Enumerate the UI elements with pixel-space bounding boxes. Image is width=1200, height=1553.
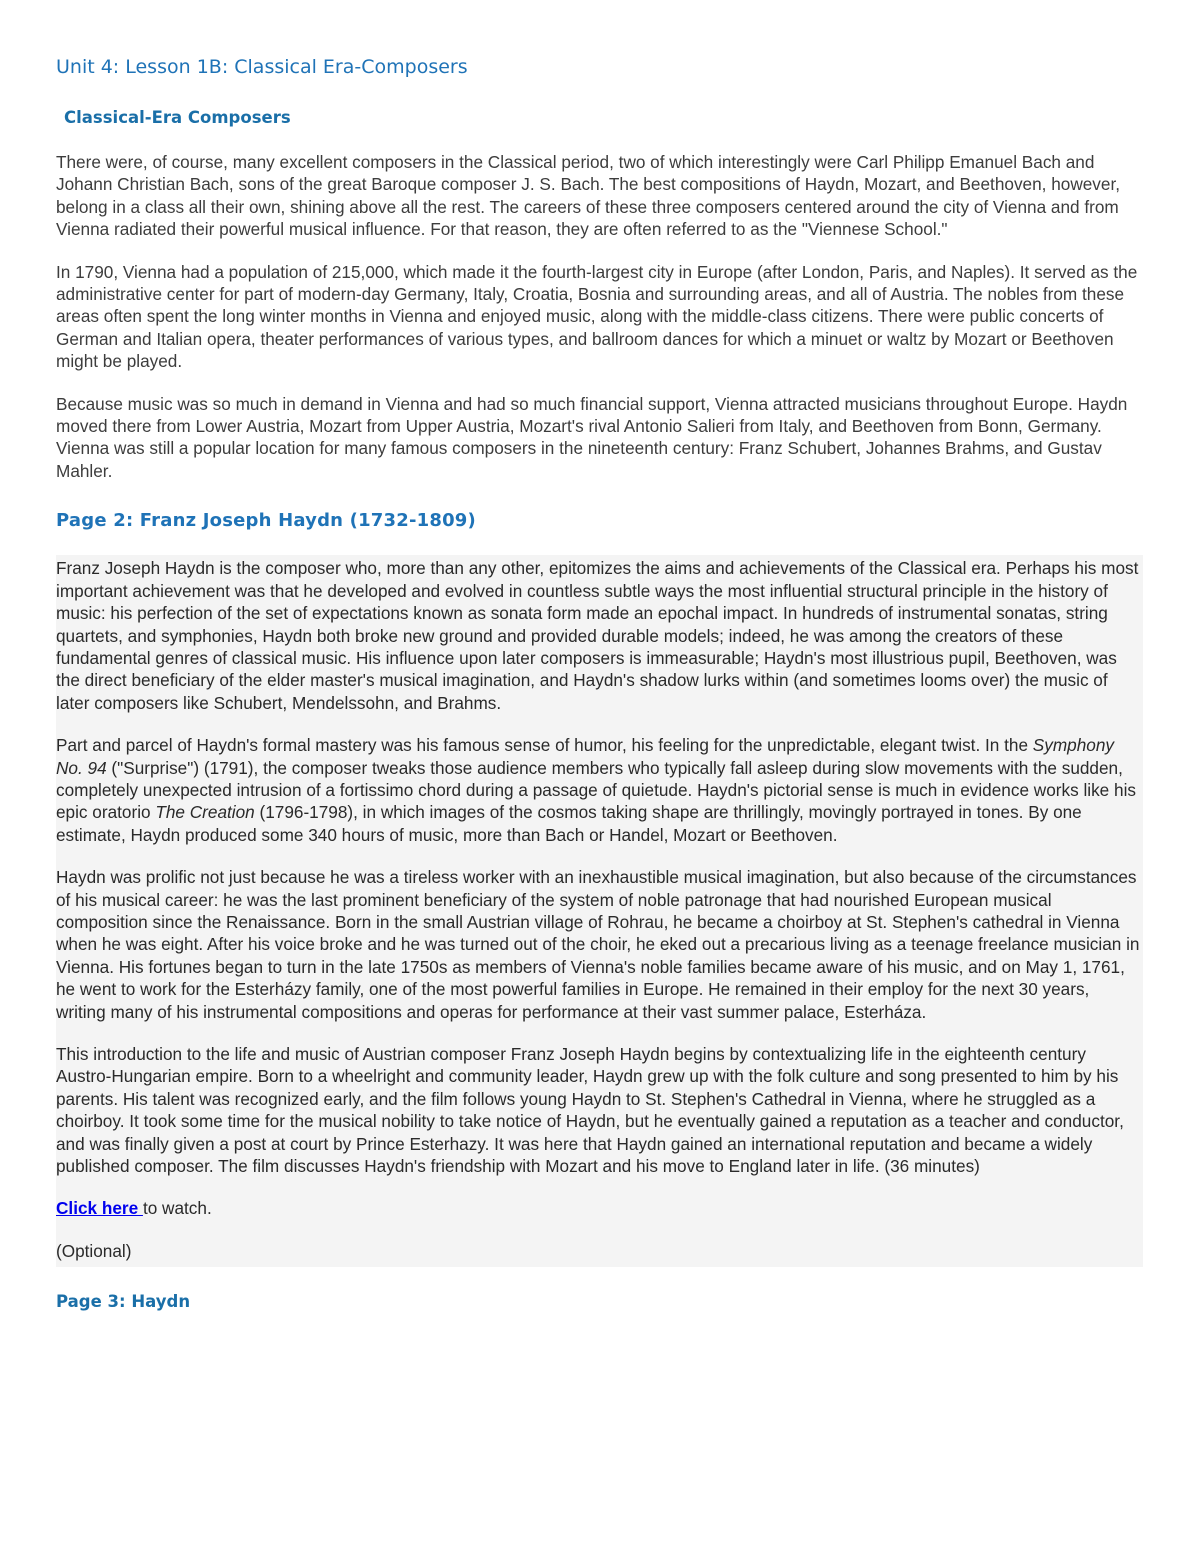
intro-paragraph-3: Because music was so much in demand in Vienna and had so much financial support, Vienna attracted musicians throughout Europe. Haydn moved there from Lower Austria, Mozart from Upper Austria, Mozart's rival Antonio Salieri from Italy, and Beethoven from Bonn, Germany. Vienna was still a popular location for many famous composers in the nineteenth century: Franz Schubert, Johannes Brahms, and Gustav Mahler. (56, 393, 1128, 481)
haydn-paragraph-2-text-b: ("Surprise") (1791), the composer tweaks those audience members who typically fall asleep during slow movements with the sudden, completely unexpected intrusion of a fortissimo chord during a passage of quietude. Haydn's pictorial sense is much in evidence works like his epic oratorio (56, 757, 1136, 823)
click-here-link[interactable]: Click here (56, 1198, 143, 1219)
page3-heading: Page 3: Haydn (56, 1292, 191, 1312)
intro-paragraph-1: There were, of course, many excellent composers in the Classical period, two of which interestingly were Carl Philipp Emanuel Bach and Johann Christian Bach, sons of the great Baroque composer J. S. Bach. The best compositions of Haydn, Mozart, and Beethoven, however, belong in a class all their own, shining above all the rest. The careers of these three composers centered around the city of Vienna and from Vienna radiated their powerful musical influence. For that reason, they are often referred to as the "Viennese School." (56, 152, 1120, 240)
intro-paragraph-2: In 1790, Vienna had a population of 215,000, which made it the fourth-largest city in Europe (after London, Paris, and Naples). It served as the administrative center for part of modern-day Germany, Italy, Croatia, Bosnia and surrounding areas, and all of Austria. The nobles from these areas often spent the long winter months in Vienna and enjoyed music, along with the middle-class citizens. There were public concerts of German and Italian opera, theater performances of various types, and ballroom dances for which a minuet or waltz by Mozart or Beethoven might be played. (56, 261, 1138, 372)
haydn-paragraph-1: Franz Joseph Haydn is the composer who, more than any other, epitomizes the aims and achievements of the Classical era. Perhaps his most important achievement was that he developed and evolved in countless subtle ways the most influential structural principle in the history of music: his perfection of the set of expectations known as sonata form made an epochal impact. In hundreds of instrumental sonatas, string quartets, and symphonies, Haydn both broke new ground and provided durable models; indeed, he was among the creators of these fundamental genres of classical music. His influence upon later composers is immeasurable; Haydn's most illustrious pupil, Beethoven, was the direct beneficiary of the elder master's musical imagination, and Haydn's shadow lurks within (and sometimes looms over) the music of later composers like Schubert, Mendelssohn, and Brahms. (56, 558, 1139, 713)
haydn-content-box (56, 555, 1143, 1267)
haydn-paragraph-4: This introduction to the life and music of Austrian composer Franz Joseph Haydn begins by contextualizing life in the eighteenth century Austro-Hungarian empire. Born to a wheelright and community leader, Haydn grew up with the folk culture and song presented to him by his parents. His talent was recognized early, and the film follows young Haydn to St. Stephen's Cathedral in Vienna, where he struggled as a choirboy. It took some time for the musical nobility to take notice of Haydn, but he eventually gained a reputation as a teacher and conductor, and was finally given a post at court by Prince Esterhazy. It was here that Haydn gained an international reputation and became a widely published composer. The film discusses Haydn's friendship with Mozart and his move to England later in life. (36 minutes) (56, 1044, 1124, 1177)
creation-title: The Creation (155, 802, 255, 823)
watch-line (56, 1197, 1143, 1219)
haydn-paragraph-2-text-c: (1796-1798), in which images of the cosmos taking shape are thrillingly, movingly portrayed in tones. By one estimate, Haydn produced some 340 hours of music, more than Bach or Handel, Mozart or Beethoven. (56, 802, 1082, 845)
page2-heading: Page 2: Franz Joseph Haydn (1732-1809) (56, 510, 476, 532)
watch-line-suffix: to watch. (142, 1198, 212, 1219)
haydn-paragraph-2 (56, 734, 1143, 846)
document-page (56, 54, 1146, 1313)
haydn-paragraph-3: Haydn was prolific not just because he was a tireless worker with an inexhaustible musical imagination, but also because of the circumstances of his musical career: he was the last prominent beneficiary of the system of noble patronage that had nourished European musical composition since the Renaissance. Born in the small Austrian village of Rohrau, he became a choirboy at St. Stephen's cathedral in Vienna when he was eight. After his voice broke and he was turned out of the choir, he eked out a precarious living as a teenage freelance musician in Vienna. His fortunes began to turn in the late 1750s as members of Vienna's noble families became aware of his music, and on May 1, 1761, he went to work for the Esterházy family, one of the most powerful families in Europe. He remained in their employ for the next 30 years, writing many of his instrumental compositions and operas for performance at their vast summer palace, Esterháza. (56, 867, 1140, 1022)
section-heading: Classical-Era Composers (64, 108, 291, 127)
symphony-title: Symphony No. 94 (56, 735, 1115, 778)
document-title: Unit 4: Lesson 1B: Classical Era-Composers (56, 56, 468, 78)
haydn-paragraph-2-text-a: Part and parcel of Haydn's formal mastery was his famous sense of humor, his feeling for the unpredictable, elegant twist. In the (56, 735, 1033, 756)
optional-note: (Optional) (56, 1240, 132, 1261)
